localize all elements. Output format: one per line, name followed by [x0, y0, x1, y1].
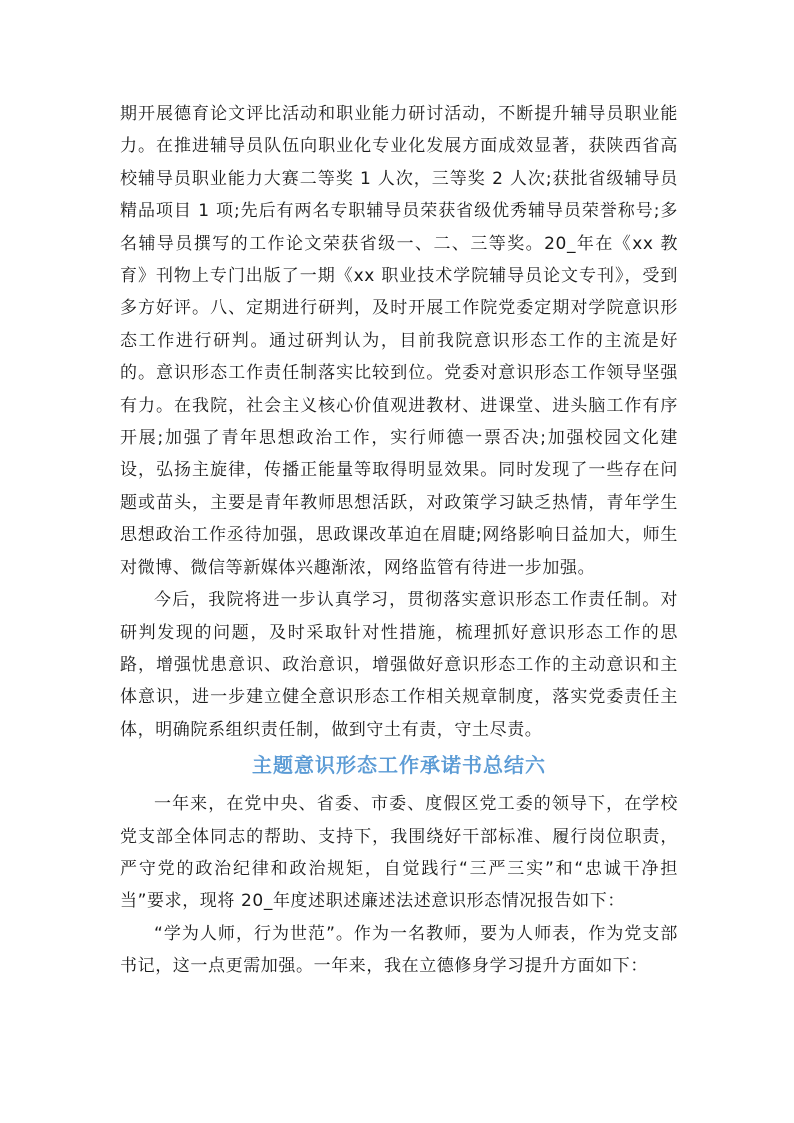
body-paragraph-4: “学为人师，行为世范”。作为一名教师，要为人师表，作为党支部书记，这一点更需加强。一年来，我在立德修身学习提升方面如下： [120, 923, 678, 977]
section-heading: 主题意识形态工作承诺书总结六 [252, 753, 546, 778]
document-page [120, 98, 678, 983]
body-paragraph-2: 今后，我院将进一步认真学习，贯彻落实意识形态工作责任制。对研判发现的问题，及时采取针对性措施，梳理抓好意识形态工作的思路，增强忧患意识、政治意识，增强做好意识形态工作的主动意识和主体意识，进一步建立健全意识形态工作相关规章制度，落实党委责任主体，明确院系组织责任制，做到守土有责，守土尽责。 [120, 590, 678, 740]
body-paragraph-3: 一年来，在党中央、省委、市委、度假区党工委的领导下，在学校党支部全体同志的帮助、支持下，我围绕好干部标准、履行岗位职责，严守党的政治纪律和政治规矩，自觉践行“三严三实”和“忠诚干净担当”要求，现将 20_年度述职述廉述法述意识形态情况报告如下： [120, 794, 678, 912]
body-paragraph-1: 期开展德育论文评比活动和职业能力研讨活动，不断提升辅导员职业能力。在推进辅导员队伍向职业化专业化发展方面成效显著，获陕西省高校辅导员职业能力大赛二等奖 1 人次，三等奖 2 人次;获批省级辅导员精品项目 1 项;先后有两名专职辅导员荣获省级优秀辅导员荣誉称号;多名辅导员撰写的工作论文荣获省级一、二、三等奖。20_年在《xx 教育》刊物上专门出版了一期《xx 职业技术学院辅导员论文专刊》，受到多方好评。八、定期进行研判，及时开展工作院党委定期对学院意识形态工作进行研判。通过研判认为，目前我院意识形态工作的主流是好的。意识形态工作责任制落实比较到位。党委对意识形态工作领导坚强有力。在我院，社会主义核心价值观进教材、进课堂、进头脑工作有序开展;加强了青年思想政治工作，实行师德一票否决;加强校园文化建设，弘扬主旋律，传播正能量等取得明显效果。同时发现了一些存在问题或苗头，主要是青年教师思想活跃，对政策学习缺乏热情，青年学生思想政治工作丞待加强，思政课改革迫在眉睫;网络影响日益加大，师生对微博、微信等新媒体兴趣渐浓，网络监管有待进一步加强。 [120, 104, 678, 578]
